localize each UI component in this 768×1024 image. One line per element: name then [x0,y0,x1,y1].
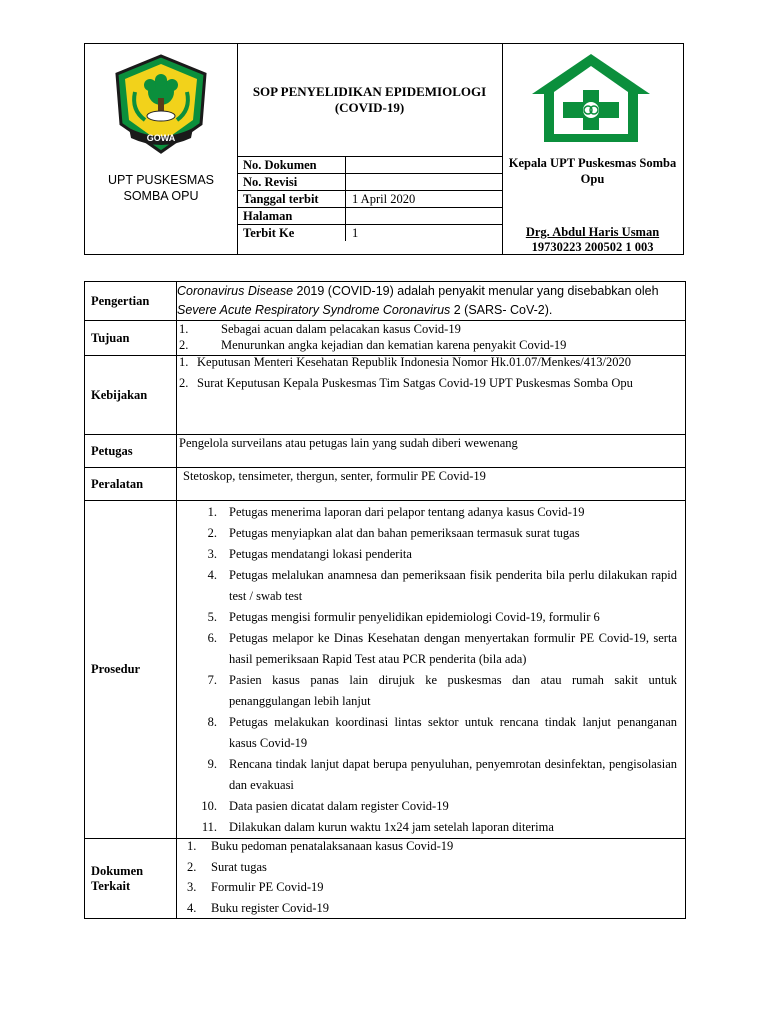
list-item [177,754,685,796]
item-text: Rencana tindak lanjut dapat berupa penyuluhan, penyemrotan desinfektan, pengisolasian dan evakuasi [229,757,677,792]
item-number: 1. [187,839,197,853]
list-item [177,628,685,670]
item-text: Petugas melakukan koordinasi lintas sektor untuk rencana tindak lanjut penanganan kasus Covid-19 [229,715,677,750]
meta-value [346,208,503,225]
prosedur-list [177,502,685,838]
item-text: Petugas menyiapkan alat dan bahan pemeriksaan termasuk surat tugas [229,526,580,540]
sop-content-table [84,281,686,919]
tujuan-list [179,323,685,355]
item-text: Surat Keputusan Kepala Puskesmas Tim Satgas Covid-19 UPT Puskesmas Somba Opu [197,376,633,390]
row-label: Prosedur [85,501,177,839]
document-header [84,43,684,255]
item-number: 1. [179,355,189,369]
item-text: Buku pedoman penatalaksanaan kasus Covid-19 [211,839,454,853]
item-number: 1. [207,505,217,519]
row-label: Petugas [85,435,177,468]
row-label: Kebijakan [85,356,177,435]
peralatan-text: Stetoskop, tensimeter, thergun, senter, formulir PE Covid-19 [177,468,686,501]
org-name: UPT PUSKESMAS SOMBA OPU [107,173,215,203]
pengertian-text [177,282,686,321]
row-prosedur [85,501,686,839]
row-label: Tujuan [85,321,177,356]
item-number: 7. [207,673,217,687]
list-item [179,323,685,339]
list-item [177,607,685,628]
list-item [177,523,685,544]
row-tujuan [85,321,686,356]
item-number: 2. [207,526,217,540]
item-text: Petugas mengisi formulir penyelidikan epidemiologi Covid-19, formulir 6 [229,610,600,624]
signatory-name: Drg. Abdul Haris Usman [525,225,660,239]
meta-value [346,174,503,191]
item-number: 10. [201,799,217,813]
text-fragment: 2 (SARS- CoV-2). [450,303,553,317]
tujuan-content [177,321,686,356]
svg-text:GOWA: GOWA [146,133,176,143]
list-item [177,898,685,919]
item-number: 3. [187,880,197,894]
item-number: 3. [207,547,217,561]
item-text: Petugas melapor ke Dinas Kesehatan dengan menyertakan formulir PE Covid-19, serta hasil pemeriksaan Rapid Test atau PCR penderita (bila ada) [229,631,677,666]
row-dokumen-terkait [85,839,686,919]
meta-key: No. Dokumen [237,157,346,174]
row-label: Peralatan [85,468,177,501]
list-item [177,352,645,373]
item-number: 4. [187,900,197,915]
label-line: Terkait [91,878,131,893]
meta-key: Tanggal terbit [237,191,346,208]
item-number: 1. [179,322,189,336]
list-item [177,796,685,817]
item-text: Surat tugas [211,859,267,874]
row-petugas [85,435,686,468]
list-item [177,565,685,607]
item-text: Petugas menerima laporan dari pelapor tentang adanya kasus Covid-19 [229,505,585,519]
item-text: Menurunkan angka kejadian dan kematian karena penyakit Covid-19 [221,338,567,352]
list-item [177,836,685,857]
italic-term: Coronavirus Disease [177,284,294,298]
list-item [177,817,685,838]
item-text: Data pasien dicatat dalam register Covid-19 [229,799,449,813]
label-line: Dokumen [91,863,144,878]
document-meta-table [237,156,502,241]
row-label: Pengertian [85,282,177,321]
italic-term: Severe Acute Respiratory Syndrome Coronavirus [177,303,451,317]
header-title-cell [237,44,503,254]
text-fragment: 2019 (COVID-19) adalah penyakit menular yang disebabkan oleh [293,284,659,298]
list-item [177,877,685,898]
list-item [177,857,685,878]
list-item [177,670,685,712]
item-text: Petugas mendatangi lokasi penderita [229,547,412,561]
list-item [177,544,685,565]
item-text: Formulir PE Covid-19 [211,880,324,894]
meta-row [237,157,502,174]
item-number: 9. [207,757,217,771]
list-item [177,373,645,394]
petugas-text: Pengelola surveilans atau petugas lain yang sudah diberi wewenang [177,435,686,468]
dokumen-content [177,839,686,919]
item-number: 2. [179,338,189,352]
dokumen-list [177,836,685,918]
item-number: 5. [207,610,217,624]
item-text: Buku register Covid-19 [211,900,330,915]
item-number: 2. [179,376,189,390]
puskesmas-logo-icon [526,50,656,150]
sop-title: SOP PENYELIDIKAN EPIDEMIOLOGI (COVID-19) [252,84,487,115]
item-text: Petugas melalukan anamnesa dan pemeriksaan fisik penderita bila perlu dilakukan rapid test / swab test [229,568,677,603]
kepala-title: Kepala UPT Puskesmas Somba Opu [508,156,677,186]
row-pengertian [85,282,686,321]
kebijakan-content [177,356,686,435]
prosedur-content [177,501,686,839]
meta-key: No. Revisi [237,174,346,191]
meta-value: 1 [346,225,503,242]
list-item [177,502,685,523]
meta-row [237,174,502,191]
row-kebijakan [85,356,686,435]
item-number: 2. [187,859,197,874]
header-signature-cell [502,44,683,254]
item-number: 11. [201,820,217,834]
item-number: 6. [207,631,217,645]
item-number: 4. [207,568,217,582]
gowa-regency-logo-icon [105,52,217,158]
meta-key: Terbit Ke [237,225,346,242]
item-text: Dilakukan dalam kurun waktu 1x24 jam setelah laporan diterima [229,820,554,834]
list-item [177,712,685,754]
item-text: Keputusan Menteri Kesehatan Republik Indonesia Nomor Hk.01.07/Menkes/413/2020 [197,355,631,369]
header-org-cell [85,44,238,254]
meta-value [346,157,503,174]
meta-row [237,225,502,242]
signatory-nip: 19730223 200502 1 003 [531,240,654,254]
item-number: 8. [207,715,217,729]
kebijakan-list [177,352,685,394]
item-text: Pasien kasus panas lain dirujuk ke puskesmas dan atau rumah sakit untuk penanggulangan lebih lanjut [229,673,677,708]
row-label [85,839,177,919]
item-text: Sebagai acuan dalam pelacakan kasus Covid-19 [221,322,461,336]
meta-row [237,208,502,225]
meta-value: 1 April 2020 [346,191,503,208]
meta-row [237,191,502,208]
meta-key: Halaman [237,208,346,225]
row-peralatan [85,468,686,501]
